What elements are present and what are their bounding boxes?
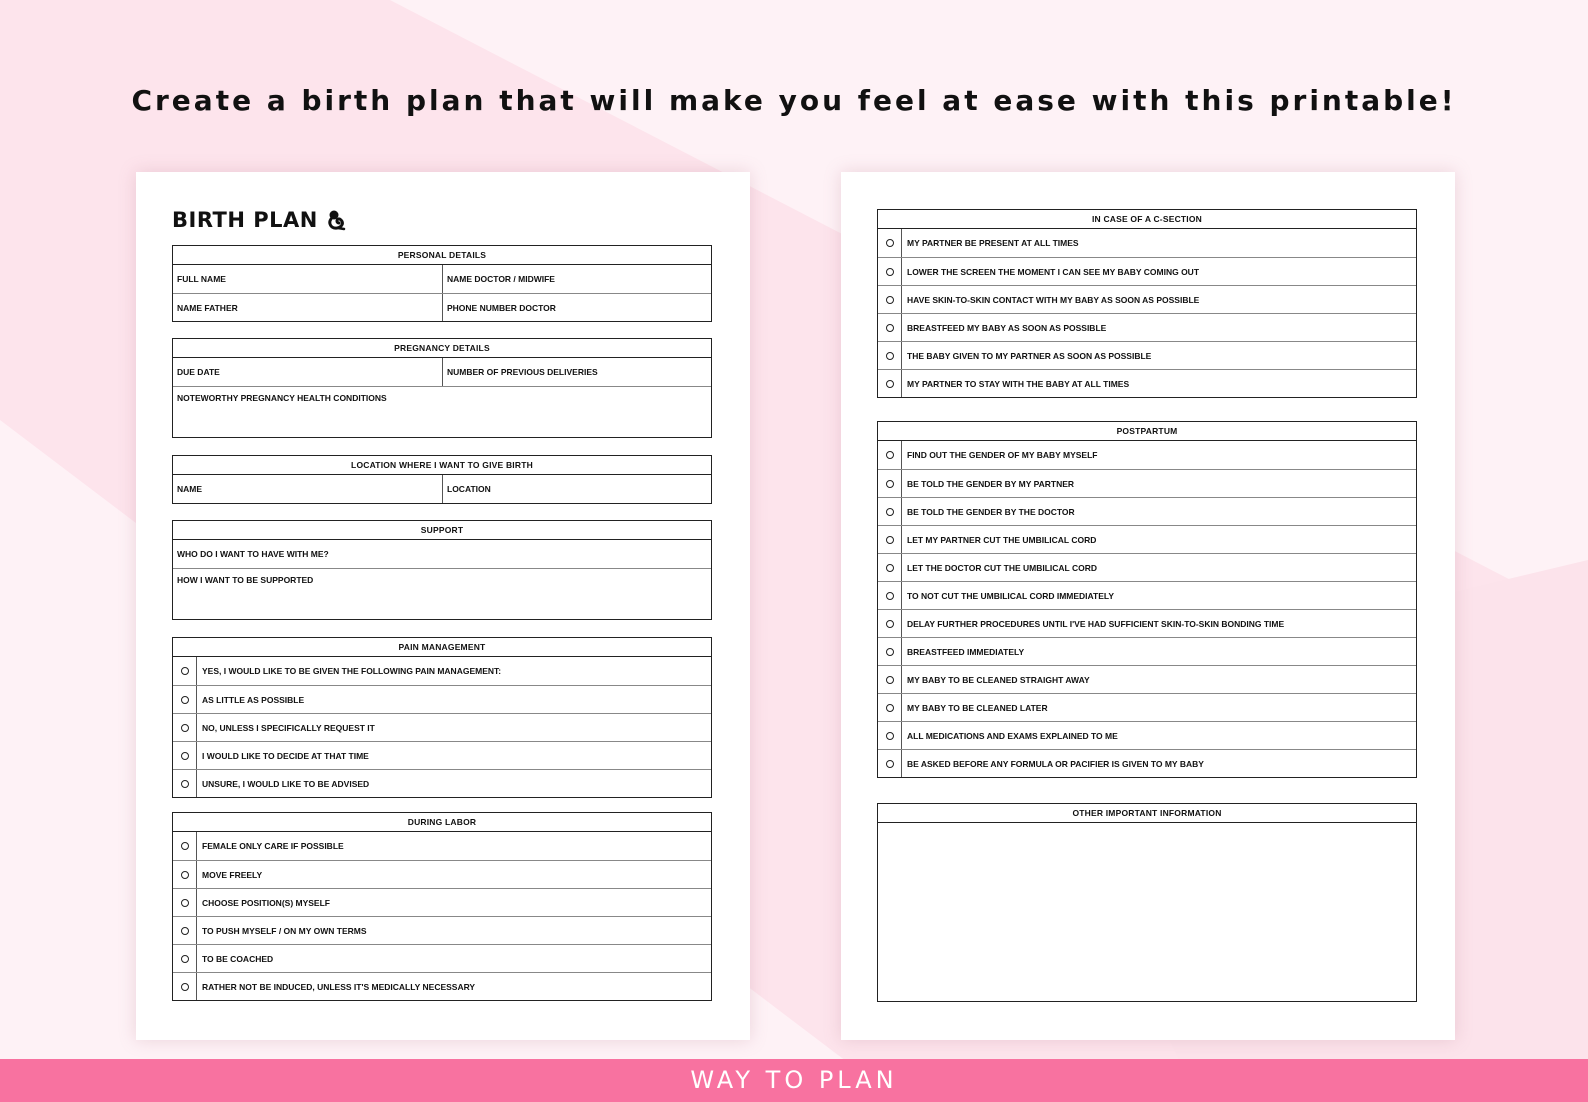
full-name-field[interactable]: FULL NAME [177,274,226,284]
option-label: TO NOT CUT THE UMBILICAL CORD IMMEDIATELY [907,590,1114,601]
form-row [173,540,711,568]
radio-circle-icon[interactable] [886,239,894,247]
c-section-section [877,209,1417,398]
option-label: AS LITTLE AS POSSIBLE [202,694,305,705]
headline: Create a birth plan that will make you feel at ease with this printable! [131,84,1457,117]
section-header: PREGNANCY DETAILS [173,339,711,358]
option-label: BE ASKED BEFORE ANY FORMULA OR PACIFIER IS GIVEN TO MY BABY [907,758,1204,769]
option-label: LET THE DOCTOR CUT THE UMBILICAL CORD [907,562,1097,573]
postpartum-section [877,421,1417,778]
option-label: TO PUSH MYSELF / ON MY OWN TERMS [202,925,367,936]
checklist-item[interactable] [173,832,711,860]
option-label: BE TOLD THE GENDER BY MY PARTNER [907,478,1075,489]
pregnancy-details-section [172,338,712,438]
radio-circle-icon[interactable] [181,927,189,935]
checklist-item[interactable] [878,285,1416,313]
checklist-item[interactable] [173,860,711,888]
due-date-field[interactable]: DUE DATE [177,367,220,377]
option-label: NO, UNLESS I SPECIFICALLY REQUEST IT [202,722,375,733]
previous-deliveries-field[interactable]: NUMBER OF PREVIOUS DELIVERIES [442,358,711,386]
checklist-item[interactable] [878,581,1416,609]
option-label: RATHER NOT BE INDUCED, UNLESS IT'S MEDICALLY NECESSARY [202,981,476,992]
checklist-item[interactable] [878,525,1416,553]
option-label: MY PARTNER TO STAY WITH THE BABY AT ALL TIMES [907,378,1130,389]
radio-circle-icon[interactable] [181,955,189,963]
option-label: I WOULD LIKE TO DECIDE AT THAT TIME [202,750,369,761]
radio-circle-icon[interactable] [886,704,894,712]
doctor-phone-field[interactable]: PHONE NUMBER DOCTOR [442,294,711,321]
checklist-item[interactable] [173,916,711,944]
option-label: MY PARTNER BE PRESENT AT ALL TIMES [907,238,1079,248]
form-row [173,358,711,386]
form-row [173,293,711,321]
checklist-item[interactable] [878,609,1416,637]
option-label: DELAY FURTHER PROCEDURES UNTIL I'VE HAD SUFFICIENT SKIN-TO-SKIN BONDING TIME [907,618,1285,629]
checklist-item[interactable] [878,721,1416,749]
form-row [173,386,711,437]
checklist-item[interactable] [173,888,711,916]
radio-circle-icon[interactable] [181,871,189,879]
option-label: LET MY PARTNER CUT THE UMBILICAL CORD [907,534,1097,545]
option-label: ALL MEDICATIONS AND EXAMS EXPLAINED TO ME [907,730,1118,741]
radio-circle-icon[interactable] [886,480,894,488]
birth-plan-page-left [136,172,750,1040]
support-method-field[interactable]: HOW I WANT TO BE SUPPORTED [177,575,314,585]
birth-location-section [172,455,712,504]
radio-circle-icon[interactable] [886,451,894,459]
option-label: MY BABY TO BE CLEANED LATER [907,702,1048,713]
radio-circle-icon[interactable] [886,732,894,740]
checklist-item[interactable] [173,972,711,1000]
during-labor-section [172,812,712,1001]
brand-footer: WAY TO PLAN [0,1059,1588,1102]
radio-circle-icon[interactable] [886,620,894,628]
radio-circle-icon[interactable] [181,780,189,788]
section-header: POSTPARTUM [878,422,1416,441]
checklist-item[interactable] [878,637,1416,665]
radio-circle-icon[interactable] [886,592,894,600]
checklist-item[interactable] [173,685,711,713]
fetus-icon [326,209,348,231]
radio-circle-icon[interactable] [181,752,189,760]
checklist-item[interactable] [878,693,1416,721]
checklist-item[interactable] [878,369,1416,397]
form-row [173,265,711,293]
radio-circle-icon[interactable] [886,648,894,656]
checklist-item[interactable] [878,257,1416,285]
checklist-item[interactable] [173,741,711,769]
support-section [172,520,712,620]
radio-circle-icon[interactable] [886,564,894,572]
section-header: DURING LABOR [173,813,711,832]
radio-circle-icon[interactable] [181,842,189,850]
form-row [173,568,711,619]
option-label: HAVE SKIN-TO-SKIN CONTACT WITH MY BABY AS SOON AS POSSIBLE [907,294,1200,305]
option-label: CHOOSE POSITION(S) MYSELF [202,897,330,908]
personal-details-section [172,245,712,322]
location-address-field[interactable]: LOCATION [442,475,711,503]
option-label: LOWER THE SCREEN THE MOMENT I CAN SEE MY BABY COMING OUT [907,266,1200,277]
section-header: OTHER IMPORTANT INFORMATION [878,804,1416,823]
checklist-item[interactable] [878,665,1416,693]
radio-circle-icon[interactable] [886,352,894,360]
checklist-item[interactable] [173,657,711,685]
form-row [173,475,711,503]
checklist-item[interactable] [173,769,711,797]
checklist-item[interactable] [878,469,1416,497]
option-label: BREASTFEED MY BABY AS SOON AS POSSIBLE [907,322,1107,333]
section-header: IN CASE OF A C-SECTION [878,210,1416,229]
option-label: MOVE FREELY [202,869,263,880]
title-text: BIRTH PLAN [172,208,318,232]
radio-circle-icon[interactable] [181,724,189,732]
radio-circle-icon[interactable] [886,676,894,684]
location-name-field[interactable]: NAME [177,484,203,494]
checklist-item[interactable] [878,441,1416,469]
support-people-field[interactable]: WHO DO I WANT TO HAVE WITH ME? [177,549,329,559]
doctor-name-field[interactable]: NAME DOCTOR / MIDWIFE [442,265,711,293]
radio-circle-icon[interactable] [181,899,189,907]
section-header: SUPPORT [173,521,711,540]
radio-circle-icon[interactable] [886,536,894,544]
radio-circle-icon[interactable] [886,296,894,304]
birth-plan-page-right [841,172,1455,1040]
father-name-field[interactable]: NAME FATHER [177,303,238,313]
checklist-item[interactable] [173,713,711,741]
other-information-section [877,803,1417,1002]
checklist-item[interactable] [878,553,1416,581]
option-label: FIND OUT THE GENDER OF MY BABY MYSELF [907,450,1098,460]
radio-circle-icon[interactable] [886,380,894,388]
checklist-item[interactable] [173,944,711,972]
option-label: UNSURE, I WOULD LIKE TO BE ADVISED [202,778,370,789]
option-label: YES, I WOULD LIKE TO BE GIVEN THE FOLLOWING PAIN MANAGEMENT: [202,666,502,676]
option-label: THE BABY GIVEN TO MY PARTNER AS SOON AS POSSIBLE [907,350,1152,361]
checklist-item[interactable] [878,749,1416,777]
health-conditions-field[interactable]: NOTEWORTHY PREGNANCY HEALTH CONDITIONS [177,393,387,403]
option-label: FEMALE ONLY CARE IF POSSIBLE [202,841,344,851]
radio-circle-icon[interactable] [181,983,189,991]
checklist-item[interactable] [878,497,1416,525]
option-label: TO BE COACHED [202,953,274,964]
checklist-item[interactable] [878,229,1416,257]
option-label: MY BABY TO BE CLEANED STRAIGHT AWAY [907,674,1090,685]
checklist-item[interactable] [878,341,1416,369]
radio-circle-icon[interactable] [181,696,189,704]
section-header: PERSONAL DETAILS [173,246,711,265]
option-label: BREASTFEED IMMEDIATELY [907,646,1025,657]
radio-circle-icon[interactable] [886,324,894,332]
section-header: PAIN MANAGEMENT [173,638,711,657]
radio-circle-icon[interactable] [886,760,894,768]
radio-circle-icon[interactable] [886,268,894,276]
option-label: BE TOLD THE GENDER BY THE DOCTOR [907,506,1075,517]
section-header: LOCATION WHERE I WANT TO GIVE BIRTH [173,456,711,475]
other-information-textarea[interactable] [878,823,1416,1001]
checklist-item[interactable] [878,313,1416,341]
radio-circle-icon[interactable] [886,508,894,516]
radio-circle-icon[interactable] [181,667,189,675]
pain-management-section [172,637,712,798]
document-title [172,208,348,232]
